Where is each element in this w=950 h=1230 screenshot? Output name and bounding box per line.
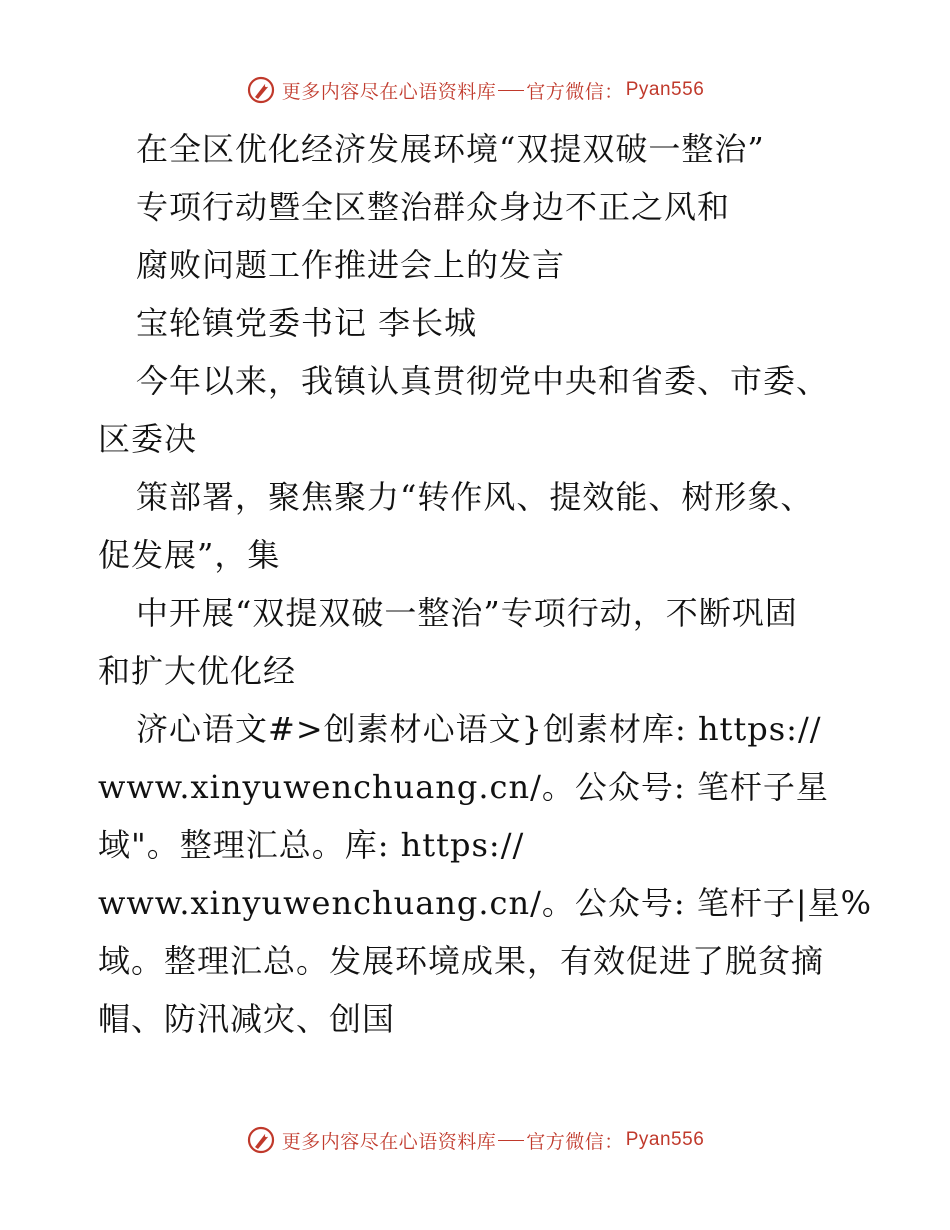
pen-nib-logo-icon	[246, 75, 276, 105]
watermark-channel-text: 官方微信：	[526, 80, 624, 103]
document-body	[98, 120, 873, 1048]
paragraph-line: 今年以来，我镇认真贯彻党中央和省委、市委、	[136, 362, 830, 400]
paragraph-line: 区委决	[98, 420, 198, 458]
paragraph-line: 促发展”，集	[98, 536, 281, 574]
title-line-3: 腐败问题工作推进会上的发言	[136, 246, 566, 284]
paragraph-line: 域"。整理汇总。库: https://	[98, 826, 525, 864]
paragraph-line: 中开展“双提双破一整治”专项行动，不断巩固	[136, 594, 798, 632]
paragraph-line: www.xinyuwenchuang.cn/。公众号: 笔杆子|星%	[98, 884, 873, 922]
pen-nib-logo-icon	[246, 1125, 276, 1155]
footer-watermark	[0, 1120, 950, 1160]
title-line-2: 专项行动暨全区整治群众身边不正之风和	[136, 188, 731, 226]
paragraph-line: 策部署，聚焦聚力“转作风、提效能、树形象、	[136, 478, 814, 516]
watermark-dash	[498, 90, 524, 91]
watermark-dash	[498, 1140, 524, 1141]
author-line: 宝轮镇党委书记 李长城	[136, 304, 478, 342]
paragraph-line: www.xinyuwenchuang.cn/。公众号: 笔杆子星	[98, 768, 829, 806]
paragraph-line: 济心语文#>创素材心语文}创素材库: https://	[136, 710, 822, 748]
title-line-1: 在全区优化经济发展环境“双提双破一整治”	[136, 130, 765, 168]
watermark-id-text: Pyan556	[625, 1129, 705, 1150]
watermark-main-text: 更多内容尽在心语资料库	[281, 80, 497, 103]
watermark-id-text: Pyan556	[625, 79, 705, 100]
paragraph-line: 和扩大优化经	[98, 652, 297, 690]
paragraph-line: 帽、防汛减灾、创国	[98, 1000, 396, 1038]
header-watermark	[0, 70, 950, 110]
paragraph-line: 域。整理汇总。发展环境成果，有效促进了脱贫摘	[98, 942, 825, 980]
watermark-main-text: 更多内容尽在心语资料库	[281, 1130, 497, 1153]
watermark-channel-text: 官方微信：	[526, 1130, 624, 1153]
